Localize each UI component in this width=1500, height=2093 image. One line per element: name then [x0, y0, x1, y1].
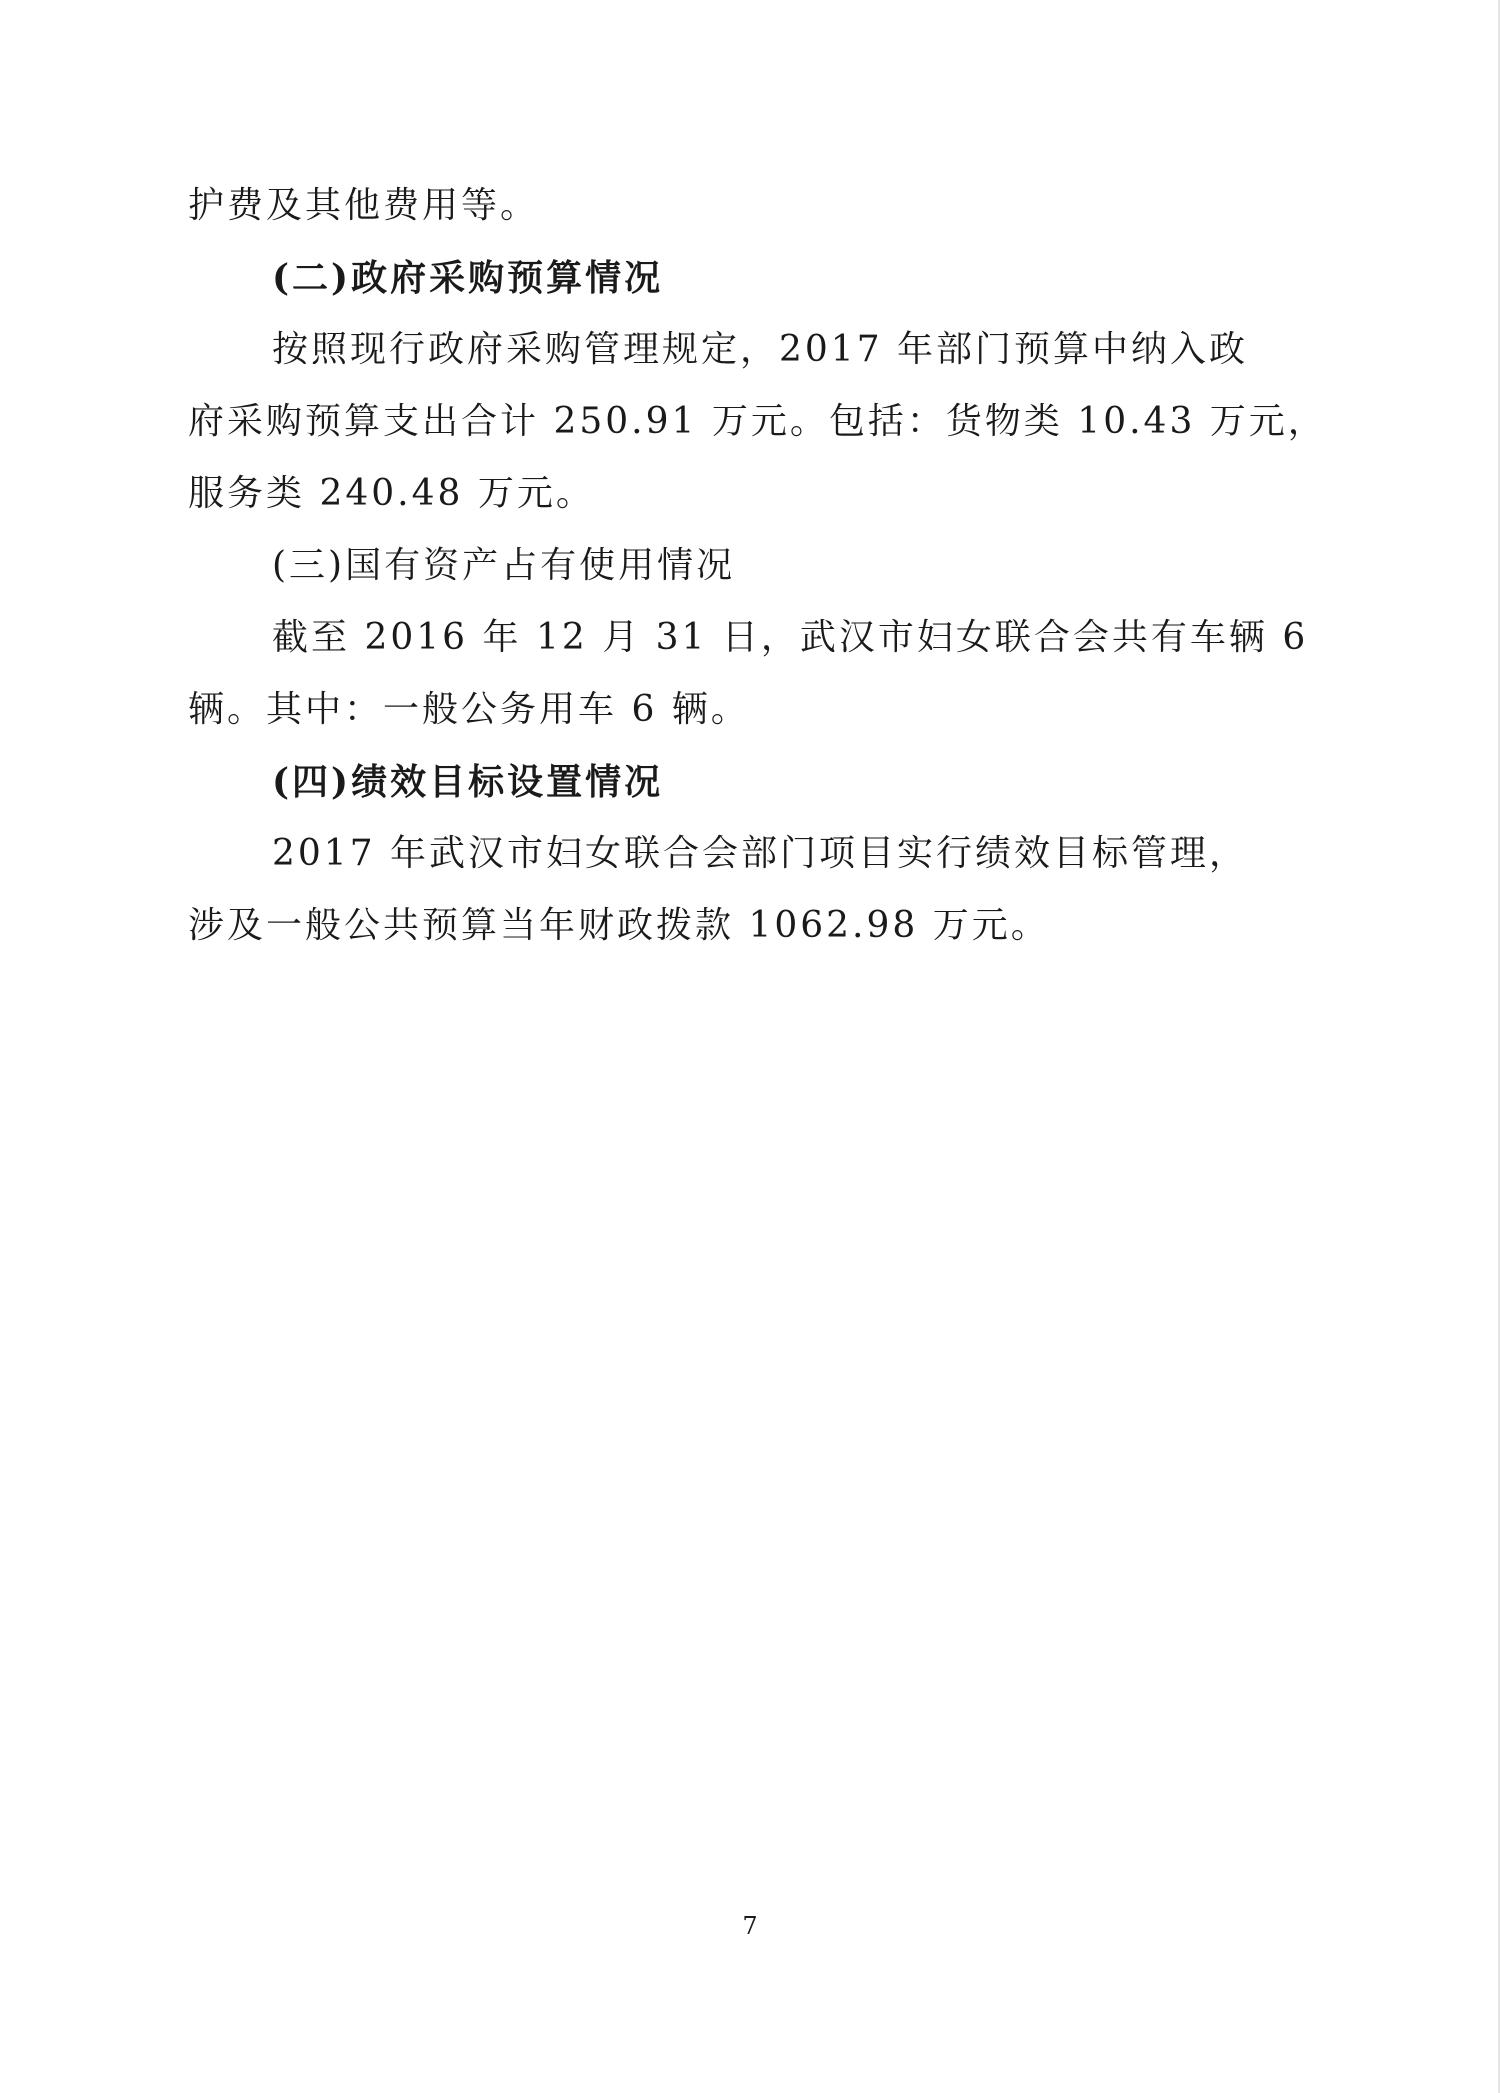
text-line-paragraph-start: 2017 年武汉市妇女联合会部门项目实行绩效目标管理， — [272, 833, 1249, 874]
section-heading-government-procurement: (二)政府采购预算情况 — [272, 257, 664, 299]
text-line-paragraph-start: 截至 2016 年 12 月 31 日，武汉市妇女联合会共有车辆 6 — [272, 617, 1309, 658]
body-text — [188, 170, 1327, 962]
section-heading-state-assets: (三)国有资产占有使用情况 — [272, 545, 736, 586]
page-number: 7 — [742, 1912, 758, 1940]
text-line-continuation: 服务类 240.48 万元。 — [188, 473, 595, 514]
section-heading-performance-goals: (四)绩效目标设置情况 — [272, 761, 664, 803]
text-line-continuation: 府采购预算支出合计 250.91 万元。包括：货物类 10.43 万元， — [188, 401, 1327, 442]
text-line-continuation: 护费及其他费用等。 — [188, 185, 540, 226]
text-line-continuation: 涉及一般公共预算当年财政拨款 1062.98 万元。 — [188, 905, 1050, 946]
text-line-paragraph-start: 按照现行政府采购管理规定，2017 年部门预算中纳入政 — [272, 329, 1249, 370]
text-line-continuation: 辆。其中：一般公务用车 6 辆。 — [188, 689, 750, 730]
